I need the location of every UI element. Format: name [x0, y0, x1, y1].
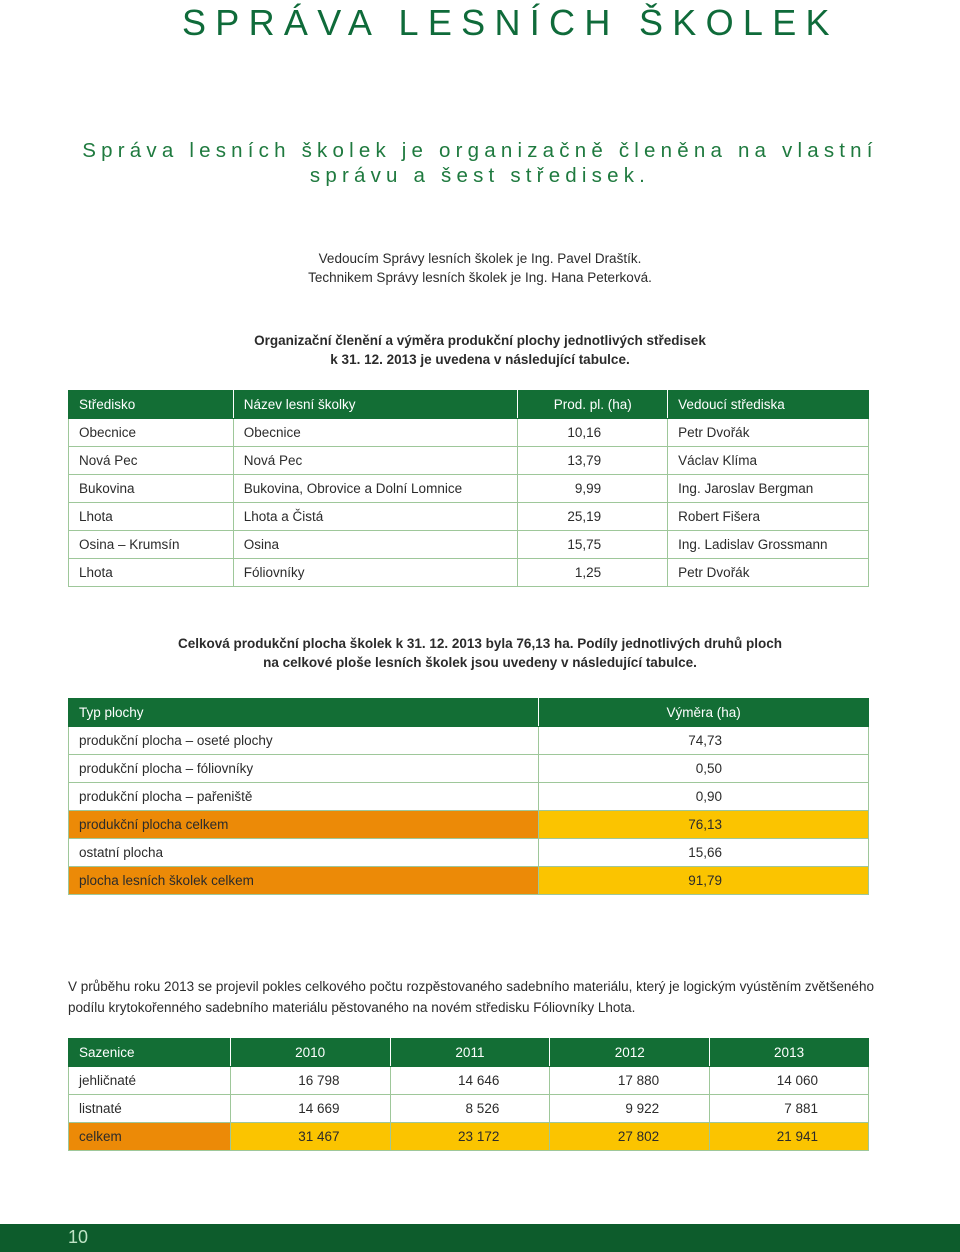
table-cell: produkční plocha – pařeniště [69, 783, 539, 811]
table-cell: ostatní plocha [69, 839, 539, 867]
table-cell: 23 172 [390, 1123, 550, 1151]
table-cell: Ing. Ladislav Grossmann [668, 531, 869, 559]
caption-table2 [0, 634, 960, 672]
table-cell: jehličnaté [69, 1067, 231, 1095]
table-cell: 91,79 [539, 867, 869, 895]
column-header: 2013 [710, 1039, 869, 1067]
column-header: Výměra (ha) [539, 699, 869, 727]
table-cell: 7 881 [710, 1095, 869, 1123]
table-cell: 8 526 [390, 1095, 550, 1123]
page-title: SPRÁVA LESNÍCH ŠKOLEK [182, 2, 839, 43]
table-row [69, 475, 869, 503]
table-cell: Petr Dvořák [668, 419, 869, 447]
table-cell: produkční plocha celkem [69, 811, 539, 839]
table-cell: Nová Pec [69, 447, 234, 475]
stredisko-table [68, 390, 869, 587]
column-header: 2012 [550, 1039, 710, 1067]
table-cell: Nová Pec [233, 447, 518, 475]
table-cell: Lhota [69, 559, 234, 587]
column-header: 2011 [390, 1039, 550, 1067]
caption-table1 [0, 331, 960, 369]
table-header-row [69, 391, 869, 419]
table-row [69, 839, 869, 867]
table-cell: 14 060 [710, 1067, 869, 1095]
table-cell: celkem [69, 1123, 231, 1151]
table-row [69, 1067, 869, 1095]
table-row [69, 755, 869, 783]
table-cell: 15,75 [518, 531, 668, 559]
column-header: Název lesní školky [233, 391, 518, 419]
table-cell: 13,79 [518, 447, 668, 475]
table-cell: Petr Dvořák [668, 559, 869, 587]
caption-line: k 31. 12. 2013 je uvedena v následující tabulce. [330, 352, 630, 367]
column-header: Středisko [69, 391, 234, 419]
intro-line: Technikem Správy lesních školek je Ing. Hana Peterková. [308, 270, 652, 285]
table-cell: 31 467 [230, 1123, 390, 1151]
table-cell: Obecnice [69, 419, 234, 447]
subtitle-line: správu a šest středisek. [309, 164, 651, 187]
table-row-highlight [69, 811, 869, 839]
table-cell: Fóliovníky [233, 559, 518, 587]
intro [0, 249, 960, 287]
table-row-highlight [69, 867, 869, 895]
table-row [69, 783, 869, 811]
table-cell: Ing. Jaroslav Bergman [668, 475, 869, 503]
table-cell: Lhota a Čistá [233, 503, 518, 531]
caption-line: Celková produkční plocha školek k 31. 12. 2013 byla 76,13 ha. Podíly jednotlivých druhů ploch [178, 636, 782, 651]
table-header-row [69, 699, 869, 727]
table-cell: 17 880 [550, 1067, 710, 1095]
table-cell: 9,99 [518, 475, 668, 503]
intro-line: Vedoucím Správy lesních školek je Ing. Pavel Draštík. [318, 251, 642, 266]
table-row [69, 531, 869, 559]
table-cell: 9 922 [550, 1095, 710, 1123]
table-cell: Lhota [69, 503, 234, 531]
table-cell: Václav Klíma [668, 447, 869, 475]
body-paragraph: V průběhu roku 2013 se projevil pokles celkového počtu rozpěstovaného sadebního materiálu, který je logickým vyústěním zvětšeného podílu krytokořenného sadebního materiálu pěstovaného na novém středisku Fóliovníky Lhota. [68, 979, 874, 1015]
table-cell: Bukovina, Obrovice a Dolní Lomnice [233, 475, 518, 503]
table-cell: Robert Fišera [668, 503, 869, 531]
table-row [69, 559, 869, 587]
table-cell: 14 669 [230, 1095, 390, 1123]
table-row [69, 1095, 869, 1123]
table-cell: 25,19 [518, 503, 668, 531]
table-cell: plocha lesních školek celkem [69, 867, 539, 895]
table-row [69, 727, 869, 755]
table-cell: Osina [233, 531, 518, 559]
subtitle-line: Správa lesních školek je organizačně členěna na vlastní [82, 139, 878, 162]
table-cell: 1,25 [518, 559, 668, 587]
page-number: 10 [68, 1227, 89, 1247]
column-header: Sazenice [69, 1039, 231, 1067]
caption-line: Organizační členění a výměra produkční plochy jednotlivých středisek [254, 333, 706, 348]
column-header: Vedoucí střediska [668, 391, 869, 419]
caption-line: na celkové ploše lesních školek jsou uvedeny v následující tabulce. [263, 655, 697, 670]
table-cell: 74,73 [539, 727, 869, 755]
table-header-row [69, 1039, 869, 1067]
table-cell: produkční plocha – fóliovníky [69, 755, 539, 783]
table-cell: Bukovina [69, 475, 234, 503]
table-cell: 76,13 [539, 811, 869, 839]
table-cell: 10,16 [518, 419, 668, 447]
table-cell: 0,50 [539, 755, 869, 783]
table-row [69, 419, 869, 447]
table-cell: 15,66 [539, 839, 869, 867]
table-cell: 0,90 [539, 783, 869, 811]
table-cell: 27 802 [550, 1123, 710, 1151]
sazenice-table [68, 1038, 869, 1151]
column-header: Prod. pl. (ha) [518, 391, 668, 419]
table-cell: 21 941 [710, 1123, 869, 1151]
column-header: Typ plochy [69, 699, 539, 727]
table-cell: produkční plocha – oseté plochy [69, 727, 539, 755]
table-cell: listnaté [69, 1095, 231, 1123]
table-cell: Osina – Krumsín [69, 531, 234, 559]
subtitle [60, 138, 900, 188]
table-row [69, 447, 869, 475]
table-row [69, 503, 869, 531]
column-header: 2010 [230, 1039, 390, 1067]
table-cell: Obecnice [233, 419, 518, 447]
plochy-table [68, 698, 869, 895]
table-cell: 16 798 [230, 1067, 390, 1095]
page-footer [0, 1224, 960, 1252]
table-row-highlight [69, 1123, 869, 1151]
table-cell: 14 646 [390, 1067, 550, 1095]
